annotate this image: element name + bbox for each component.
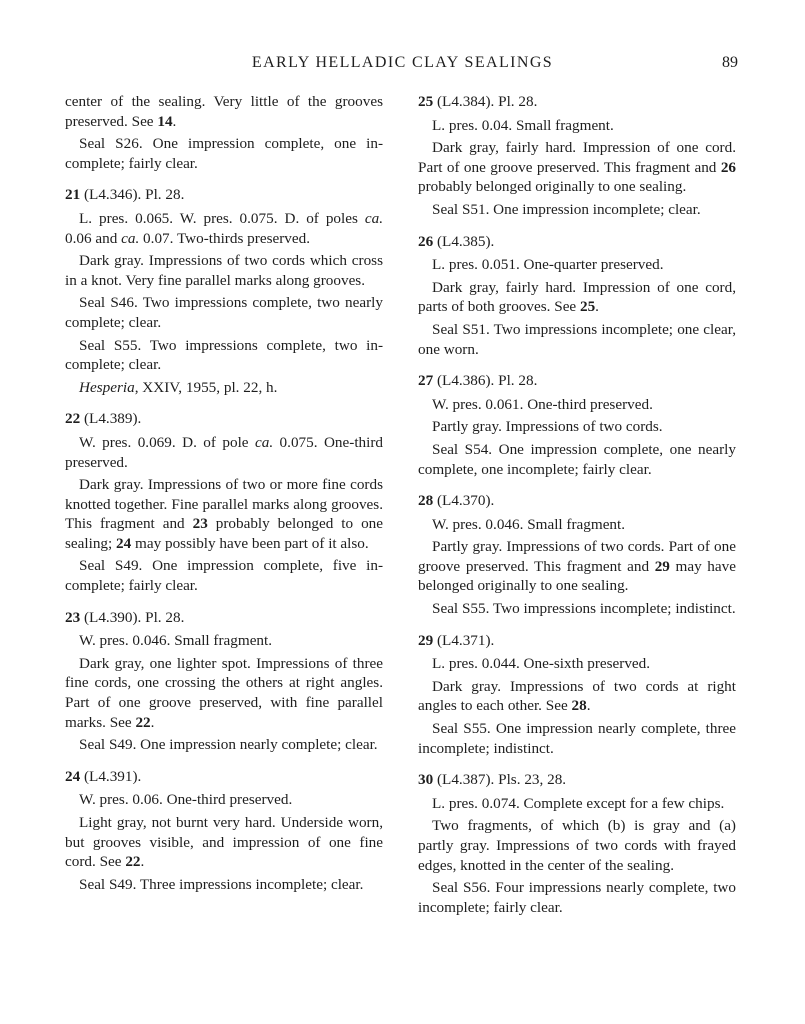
entry-heading-26: 26 (L4.385). [418,232,495,250]
seal-note: Seal S26. One impression complete, one incomplete; fairly clear. [65,135,383,172]
entry-measurements: L. pres. 0.044. One-sixth preserved. [432,655,651,673]
seal-note: Seal S51. One impression incomplete; clear. [432,200,701,218]
seal-note: Seal S49. Three impressions incomplete; clear. [79,875,364,893]
entry-heading-23: 23 (L4.390). Pl. 28. [65,608,185,626]
entry-description: Partly gray. Impressions of two cords. Part of one groove preserved. This fragment and 29 may have belonged originally to one sealing. [418,538,736,595]
entry-description: Dark gray, fairly hard. Impression of one cord, parts of both grooves. See 25. [418,278,736,316]
seal-note: Seal S55. Two impressions incomplete; indistinct. [432,600,736,618]
entry-measurements: W. pres. 0.069. D. of pole ca. 0.075. One-third preserved. [65,433,384,471]
entry-measurements: W. pres. 0.046. Small fragment. [79,632,273,650]
running-title: EARLY HELLADIC CLAY SEALINGS [251,54,554,71]
right-column [418,92,736,920]
entry-measurements: L. pres. 0.065. W. pres. 0.075. D. of poles ca. 0.06 and ca. 0.07. Two-thirds preserved. [65,209,383,247]
continued-paragraph: center of the sealing. Very little of the grooves preserved. See 14. [65,93,383,130]
seal-note: Seal S55. Two impressions complete, two incomplete; clear. [65,336,383,374]
entry-heading-30: 30 (L4.387). Pls. 23, 28. [418,771,567,789]
entry-heading-25: 25 (L4.384). Pl. 28. [418,93,538,110]
bibliographic-reference: Hesperia, XXIV, 1955, pl. 22, h. [79,378,278,396]
entry-heading-22: 22 (L4.389). [65,410,142,428]
page-number: 89 [722,54,738,71]
page-header [0,54,805,78]
entry-measurements: W. pres. 0.061. One-third preserved. [432,395,653,413]
seal-note: Seal S51. Two impressions incomplete; one clear, one worn. [418,320,736,358]
seal-note: Seal S49. One impression complete, five incomplete; fairly clear. [65,557,383,595]
entry-measurements: L. pres. 0.04. Small fragment. [432,116,614,134]
entry-heading-28: 28 (L4.370). [418,492,495,510]
entry-description: Dark gray. Impressions of two cords which cross in a knot. Very fine parallel marks along grooves. [65,252,383,289]
entry-description: Dark gray, fairly hard. Impression of one cord. Part of one groove preserved. This fragment and 26 probably belonged originally to one sealing. [418,139,736,196]
entry-measurements: L. pres. 0.074. Complete except for a few chips. [432,794,725,812]
entry-heading-21: 21 (L4.346). Pl. 28. [65,186,185,204]
entry-heading-27: 27 (L4.386). Pl. 28. [418,372,538,390]
left-column [65,92,383,897]
seal-note: Seal S49. One impression nearly complete; clear. [79,736,378,754]
entry-heading-29: 29 (L4.371). [418,631,495,649]
seal-note: Seal S55. One impression nearly complete, three incomplete; indistinct. [418,720,736,757]
entry-description: Light gray, not burnt very hard. Underside worn, but grooves visible, and impression of one fine cord. See 22. [65,814,383,871]
entry-description: Dark gray. Impressions of two cords at right angles to each other. See 28. [418,677,736,715]
entry-description: Dark gray, one lighter spot. Impressions of three fine cords, one crossing the others at right angles. Part of one groove preserved, with fine parallel marks. See 22. [65,654,383,731]
entry-measurements: L. pres. 0.051. One-quarter preserved. [432,256,664,274]
entry-measurements: W. pres. 0.046. Small fragment. [432,515,626,533]
seal-note: Seal S56. Four impressions nearly complete, two incomplete; fairly clear. [418,879,736,916]
entry-description: Two fragments, of which (b) is gray and (a) partly gray. Impressions of two cords with frayed edges, knotted in the center of the sealing. [418,817,736,874]
entry-description: Partly gray. Impressions of two cords. [432,418,663,436]
seal-note: Seal S46. Two impressions complete, two nearly complete; clear. [65,294,383,331]
entry-heading-24: 24 (L4.391). [65,767,142,785]
entry-description: Dark gray. Impressions of two or more fine cords knotted together. Fine parallel marks along grooves. This fragment and 23 probably belonged to one sealing; 24 may possibly have been part of it also. [65,476,383,552]
entry-measurements: W. pres. 0.06. One-third preserved. [79,791,293,809]
seal-note: Seal S54. One impression complete, one nearly complete, one incomplete; fairly clear. [418,440,736,478]
